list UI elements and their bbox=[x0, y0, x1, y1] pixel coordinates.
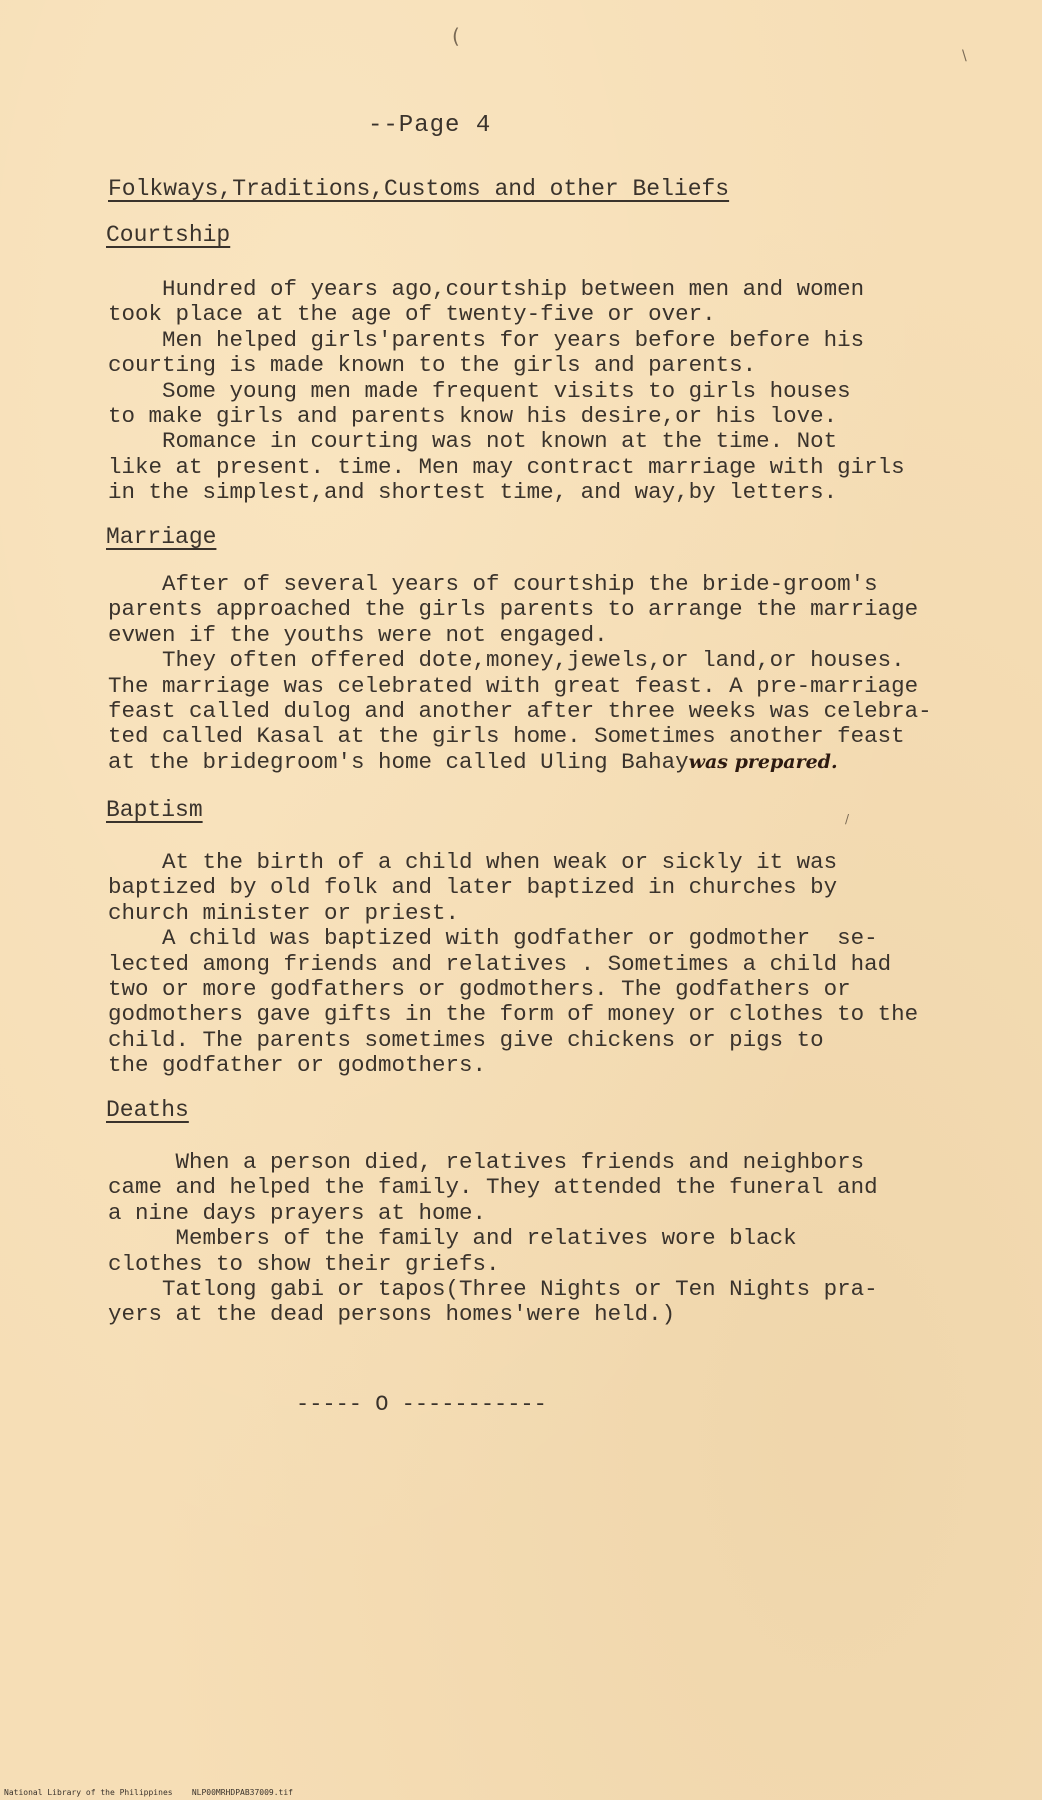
text-line: church minister or priest. bbox=[108, 899, 460, 926]
text-line: child. The parents sometimes give chickens or pigs to bbox=[108, 1026, 824, 1053]
text-line: yers at the dead persons homes'were held.) bbox=[108, 1301, 676, 1328]
text-line: lected among friends and relatives . Sometimes a child had bbox=[108, 950, 892, 977]
text-line: Some young men made frequent visits to girls houses bbox=[108, 377, 851, 404]
section-deaths-body bbox=[108, 1150, 878, 1328]
pencil-mark: \ bbox=[962, 48, 967, 64]
pencil-mark: / bbox=[845, 812, 850, 826]
heading-deaths: Deaths bbox=[106, 1097, 189, 1123]
text-line: clothes to show their griefs. bbox=[108, 1250, 500, 1277]
text-line: courting is made known to the girls and parents. bbox=[108, 352, 757, 379]
section-courtship-body bbox=[108, 277, 905, 506]
text-line: parents approached the girls parents to arrange the marriage bbox=[108, 596, 919, 623]
pencil-mark: ( bbox=[452, 24, 460, 48]
section-baptism-body bbox=[108, 850, 918, 1079]
text-line: Romance in courting was not known at the time. Not bbox=[108, 428, 838, 455]
text-line: Men helped girls'parents for years before before his bbox=[108, 326, 865, 353]
heading-baptism: Baptism bbox=[106, 797, 203, 823]
document-title: Folkways,Traditions,Customs and other Beliefs bbox=[108, 176, 730, 202]
text-line: Members of the family and relatives wore black bbox=[108, 1225, 797, 1252]
text-line: at the bridegroom's home called Uling Bahay bbox=[108, 748, 689, 775]
handwritten-annotation: was prepared. bbox=[688, 750, 838, 773]
text-line: Tatlong gabi or tapos(Three Nights or Ten Nights pra- bbox=[108, 1276, 878, 1303]
text-line: baptized by old folk and later baptized in churches by bbox=[108, 874, 838, 901]
text-line: in the simplest,and shortest time, and way,by letters. bbox=[108, 479, 838, 506]
text-line: A child was baptized with godfather or godmother se- bbox=[108, 925, 878, 952]
text-line: like at present. time. Men may contract marriage with girls bbox=[108, 453, 905, 480]
text-line: The marriage was celebrated with great feast. A pre-marriage bbox=[108, 672, 919, 699]
heading-marriage: Marriage bbox=[106, 524, 217, 550]
text-line: a nine days prayers at home. bbox=[108, 1199, 487, 1226]
text-line: to make girls and parents know his desire,or his love. bbox=[108, 403, 838, 430]
text-line: took place at the age of twenty-five or over. bbox=[108, 301, 716, 328]
archive-footer: National Library of the Philippines NLP00MRHDPAB37009.tif bbox=[4, 1788, 293, 1797]
text-line: came and helped the family. They attended the funeral and bbox=[108, 1174, 878, 1201]
text-line: At the birth of a child when weak or sickly it was bbox=[108, 849, 838, 875]
text-line: feast called dulog and another after three weeks was celebra- bbox=[108, 698, 932, 725]
section-marriage-body bbox=[108, 572, 932, 775]
heading-courtship: Courtship bbox=[106, 222, 231, 248]
text-line: godmothers gave gifts in the form of money or clothes to the bbox=[108, 1001, 919, 1028]
text-line-last bbox=[108, 750, 932, 775]
text-line: They often offered dote,money,jewels,or land,or houses. bbox=[108, 647, 905, 674]
text-line: evwen if the youths were not engaged. bbox=[108, 621, 608, 648]
page-number: --Page 4 bbox=[368, 112, 492, 139]
text-line: two or more godfathers or godmothers. The godfathers or bbox=[108, 976, 851, 1003]
text-line: the godfather or godmothers. bbox=[108, 1052, 487, 1079]
text-line: Hundred of years ago,courtship between men and women bbox=[108, 276, 865, 302]
end-separator: ----- O ----------- bbox=[296, 1392, 547, 1417]
text-line: When a person died, relatives friends and neighbors bbox=[108, 1149, 865, 1175]
text-line: ted called Kasal at the girls home. Sometimes another feast bbox=[108, 723, 905, 750]
text-line: After of several years of courtship the bride-groom's bbox=[108, 571, 878, 597]
